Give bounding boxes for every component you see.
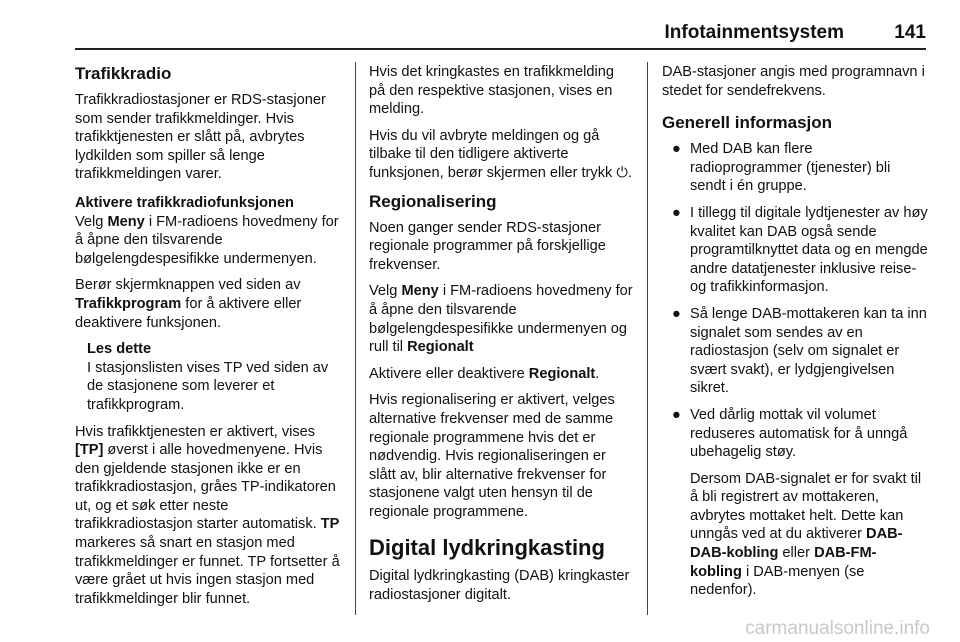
paragraph-continued: Dersom DAB-signalet er for svakt til å bli registrert av mottakeren, avbrytes mottaket helt. Dette kan unngås ved at du aktiverer DAB-DAB-kobling eller DAB-FM-kobling i DAB-menyen (se nedenfor). <box>690 470 922 599</box>
paragraph: Noen ganger sender RDS-stasjoner regionale programmer på forskjellige frekvenser. <box>369 219 606 273</box>
list-item: ● Med DAB kan flere radioprogrammer (tjenester) bli sendt i én gruppe. <box>672 141 891 195</box>
bullet-icon: ● <box>672 141 681 158</box>
column-3 <box>662 63 928 608</box>
bullet-icon: ● <box>672 204 681 221</box>
column-divider <box>355 62 356 615</box>
page-header <box>75 0 926 50</box>
section-title: Infotainmentsystem <box>664 22 844 43</box>
bullet-icon: ● <box>672 406 681 423</box>
note-box <box>75 340 347 414</box>
paragraph: Velg Meny i FM-radioens hovedmeny for å åpne den tilsvarende bølgelengdespesifikke undermenyen. <box>75 213 339 267</box>
column-2 <box>369 63 633 613</box>
list-item: ● Ved dårlig mottak vil volumet reduseres automatisk for å unngå ubehagelig støy. <box>672 406 908 461</box>
paragraph: DAB-stasjoner angis med programnavn i stedet for sendefrekvens. <box>662 64 925 99</box>
note-text: I stasjonslisten vises TP ved siden av de stasjonene som leverer et trafikkprogram. <box>87 359 329 413</box>
bullet-icon: ● <box>672 305 681 322</box>
paragraph: Velg Meny i FM-radioens hovedmeny for å åpne den tilsvarende bølgelengdespesifikke undermenyen og rull til Regionalt <box>369 283 633 356</box>
heading-regionalisering: Regionalisering <box>369 191 497 211</box>
heading-trafikkradio: Trafikkradio <box>75 64 172 83</box>
paragraph: Digital lydkringkasting (DAB) kringkaster radiostasjoner digitalt. <box>369 568 630 604</box>
watermark: carmanualsonline.info <box>745 618 930 639</box>
list-item: ● Så lenge DAB-mottakeren kan ta inn signalet som sendes av en radiostasjon (selv om signalet er svært svakt), er lydgjengivelsen sikret. <box>672 305 927 397</box>
heading-generell-informasjon: Generell informasjon <box>662 113 833 133</box>
paragraph: Trafikkradiostasjoner er RDS-stasjoner som sender trafikkmeldinger. Hvis trafikktjenesten er slått på, avbrytes lydkilden som spiller så lenge trafikkmeldingen varer. <box>75 92 326 183</box>
list-item: ● I tillegg til digitale lydtjenester av høy kvalitet kan DAB også sende programtilknyttet data og en mengde andre datatjenester inklusive reise- og trafikkinformasjon. <box>672 204 928 296</box>
paragraph: Hvis du vil avbryte meldingen og gå tilbake til den tidligere aktiverte funksjonen, berør skjermen eller trykk ⏻. <box>369 127 632 181</box>
page-number: 141 <box>894 22 926 43</box>
heading-digital-lydkringkasting: Digital lydkringkasting <box>369 535 605 561</box>
column-divider <box>647 62 648 615</box>
paragraph: Hvis regionalisering er aktivert, velges alternative frekvenser med de samme regionale programmene hvis det er nødvendig. Hvis regionaliseringen er slått av, blir alternative frekvenser for stasjonene valgt uten hensyn til de regionale programmene. <box>369 392 615 520</box>
note-title: Les dette <box>87 341 152 358</box>
paragraph: Hvis det kringkastes en trafikkmelding på den respektive stasjonen, vises en melding. <box>369 64 614 118</box>
column-1 <box>75 63 347 616</box>
subheading-aktivere: Aktivere trafikkradiofunksjonen <box>75 194 294 211</box>
bullet-list <box>662 140 928 462</box>
paragraph: Berør skjermknappen ved siden av Trafikkprogram for å aktivere eller deaktivere funksjonen. <box>75 277 302 331</box>
paragraph: Hvis trafikktjenesten er aktivert, vises [TP] øverst i alle hovedmenyene. Hvis den gjeldende stasjonen ikke er en trafikkradiostasjon, gråes TP-indikatoren ut, og et søk etter neste trafikkradiostasjon starter automatisk. TP markeres så snart en stasjon med trafikkmeldinger er funnet. TP fortsetter å være grået ut hvis ingen stasjon med trafikkmeldinger blir funnet. <box>75 423 340 607</box>
paragraph: Aktivere eller deaktivere Regionalt. <box>369 365 600 382</box>
